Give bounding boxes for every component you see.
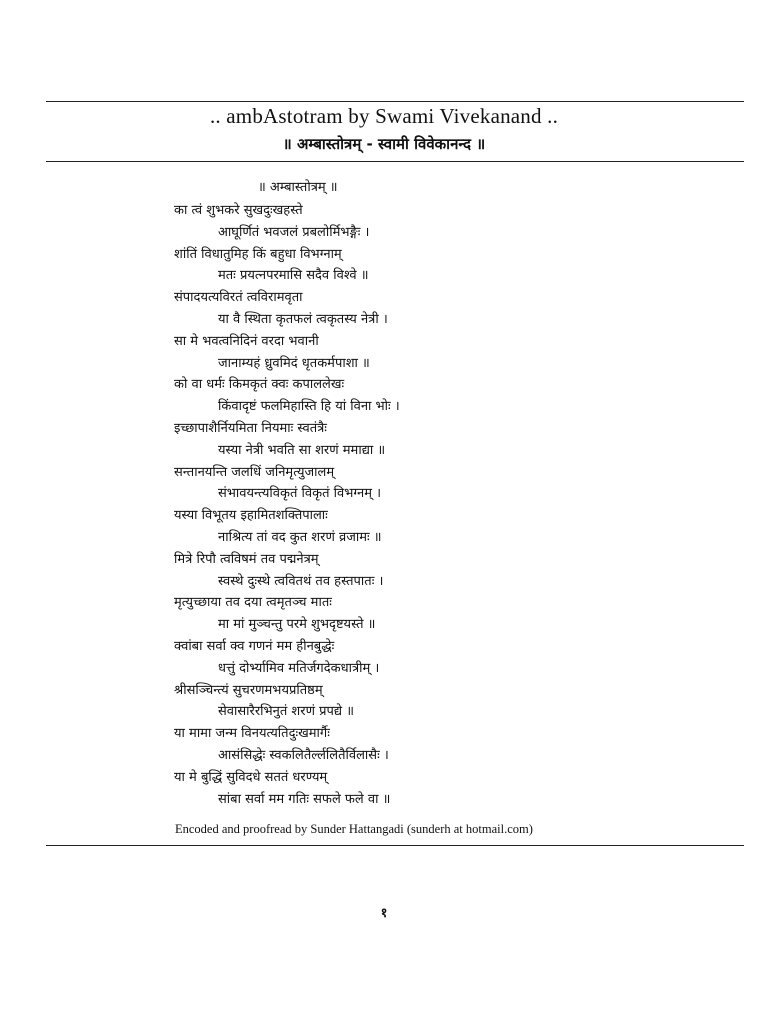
verse-line: सन्तानयन्ति जलधिं जनिमृत्युजालम्: [174, 464, 335, 480]
verse-line: या मामा जन्म विनयत्यतिदुःखमार्गैः: [174, 726, 330, 742]
top-rule: [46, 101, 744, 102]
verse-line: का त्वं शुभकरे सुखदुःखहस्ते: [174, 203, 303, 218]
verse-line: क्वांबा सर्वा क्व गणनं मम हीनबुद्धेः: [174, 638, 335, 654]
verse-line: सेवासारैरभिनुतं शरणं प्रपद्ये ॥: [218, 704, 355, 720]
verse-line: स्वस्थे दुःस्थे त्ववितथं तव हस्तपातः ।: [218, 573, 384, 589]
verse-line: धत्तुं दोर्भ्यामिव मतिर्जगदेकधात्रीम् ।: [218, 660, 380, 676]
verse-line: मतः प्रयत्नपरमासि सदैव विश्वे ॥: [218, 268, 369, 284]
verse-line: किंवादृष्टं फलमिहास्ति हि यां विना भोः ।: [218, 399, 400, 415]
verse-line: संभावयन्त्यविकृतं विकृतं विभग्नम् ।: [218, 486, 382, 502]
verse-line: संपादयत्यविरतं त्वविरामवृता: [174, 290, 303, 306]
header-rule: [46, 161, 744, 162]
verse-line: इच्छापाशैर्नियमिता नियमाः स्वतंत्रैः: [174, 420, 327, 436]
verse-line: जानाम्यहं ध्रुवमिदं धृतकर्मपाशा ॥: [218, 355, 370, 371]
verse-line: मृत्युच्छाया तव दया त्वमृतञ्च मातः: [174, 595, 332, 611]
verse-line: आसंसिद्धेः स्वकलितैर्ल्ललितैर्विलासैः ।: [218, 747, 389, 763]
verse-line: मित्रे रिपौ त्वविषमं तव पद्मनेत्रम्: [174, 551, 319, 567]
verse-line: या मे बुद्धिं सुविदधे सततं धरण्यम्: [174, 769, 328, 785]
verse-block: [174, 200, 734, 810]
verse-line: शांतिं विधातुमिह किं बहुधा विभग्नाम्: [174, 246, 342, 262]
verse-line: सांबा सर्वा मम गतिः सफले फले वा ॥: [218, 791, 391, 807]
page-subtitle: ॥ अम्बास्तोत्रम् - स्वामी विवेकानन्द ॥: [282, 135, 486, 153]
verse-line: को वा धर्मः किमकृतं क्वः कपाललेखः: [174, 377, 345, 393]
verse-line: श्रीसञ्चिन्त्यं सुचरणमभयप्रतिष्ठम्: [174, 682, 323, 698]
verse-line: आघूर्णितं भवजलं प्रबलोर्मिभङ्गैः ।: [218, 224, 370, 240]
encoding-credit: Encoded and proofread by Sunder Hattangadi (sunderh at hotmail.com): [175, 822, 533, 836]
verse-line: नाश्रित्य तां वद कुत शरणं व्रजामः ॥: [218, 529, 382, 545]
verse-line: मा मां मुञ्चन्तु परमे शुभदृष्टयस्ते ॥: [218, 617, 376, 633]
page-number: १: [380, 906, 388, 921]
verse-line: यस्या नेत्री भवति सा शरणं ममाद्या ॥: [218, 442, 386, 458]
verse-line: या वै स्थिता कृतफलं त्वकृतस्य नेत्री ।: [218, 311, 388, 327]
verse-line: सा मे भवत्वनिदिनं वरदा भवानी: [174, 333, 319, 349]
page-title: .. ambAstotram by Swami Vivekanand ..: [209, 104, 559, 128]
verse-line: यस्या विभूतय इहामितशक्तिपालाः: [174, 508, 328, 524]
stotra-heading: ॥ अम्बास्तोत्रम् ॥: [258, 180, 338, 195]
bottom-rule: [46, 845, 744, 846]
